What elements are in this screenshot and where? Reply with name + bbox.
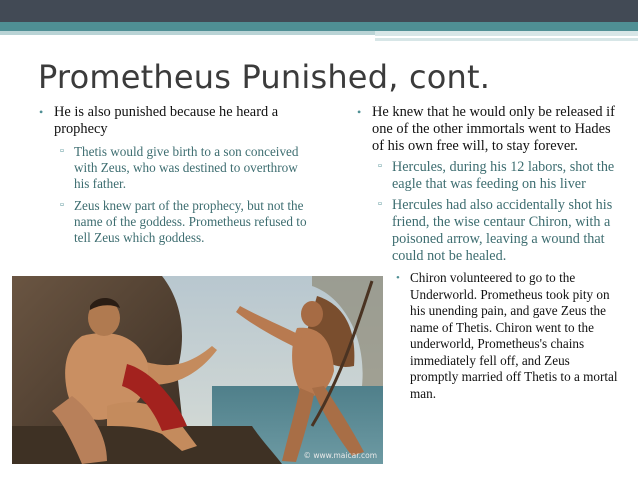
prometheus-hercules-painting [12,276,383,464]
painting-ground [12,426,282,464]
sub-bullet-text: Hercules, during his 12 labors, shot the eagle that was feeding on his liver [392,159,615,192]
bullet-square-icon: ▫ [378,160,382,172]
bullet-prophecy [38,104,308,138]
sub-bullet-text: Hercules had also accidentally shot his friend, the wise centaur Chiron, with a poisoned arrow, leaving a wound that could not be healed. [392,197,613,264]
bullet-dot-icon: • [357,105,362,119]
sub-bullet-text: Zeus knew part of the prophecy, but not the name of the goddess. Prometheus refused to tell Zeus which goddess. [74,198,307,245]
bullet-text: He knew that he would only be released if one of the other immortals went to Hades of his own free will, to stay forever. [372,104,615,154]
slide-top-bar [0,0,638,22]
bullet-release [356,104,618,155]
bullet-dot-icon: • [396,272,400,284]
slide-accent-notch-line [375,36,638,38]
bullet-text: He is also punished because he heard a prophecy [54,104,279,137]
bullet-square-icon: ▫ [60,199,64,211]
bullet-square-icon: ▫ [60,145,64,157]
sub-bullet-thetis [38,144,308,192]
sub-bullet-hercules-eagle [356,159,618,193]
slide-accent-bar [0,22,638,31]
sub-bullet-zeus [38,198,308,246]
bullet-dot-icon: • [39,105,44,119]
slide-title: Prometheus Punished, cont. [38,58,491,96]
image-watermark: © www.maicar.com [303,451,377,460]
sub-sub-bullet-text: Chiron volunteered to go to the Underworld. Prometheus took pity on his unending pain, and gave Zeus the name of Thetis. Chiron went to the underworld, Prometheus's chains immediately fell off, and Zeus promptly married off Thetis to a mortal man. [410,270,618,401]
painting-illustration [12,276,383,464]
bullet-square-icon: ▫ [378,198,382,210]
right-column [356,104,618,402]
sub-bullet-text: Thetis would give birth to a son conceived with Zeus, who was destined to overthrow his father. [74,144,299,191]
sub-sub-bullet-chiron-underworld [356,270,618,402]
sub-bullet-hercules-chiron [356,197,618,265]
left-column [38,104,308,246]
hercules-head [301,301,323,327]
